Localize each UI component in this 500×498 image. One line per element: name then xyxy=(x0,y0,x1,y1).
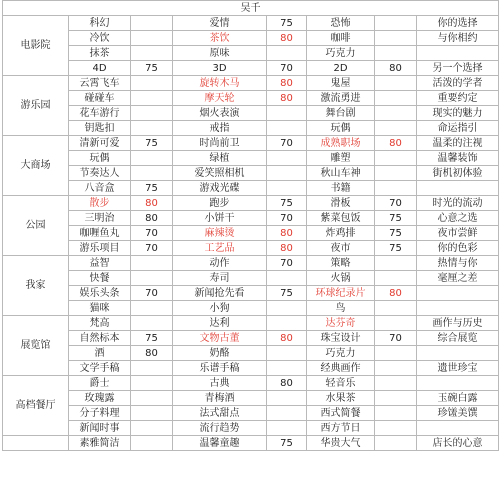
option-cell: 炸鸡排 xyxy=(307,226,375,241)
value-cell: 70 xyxy=(267,136,307,151)
option-cell: 钥匙扣 xyxy=(69,121,131,136)
option-cell: 爱情 xyxy=(173,16,267,31)
outcome-cell: 遗世珍宝 xyxy=(417,361,499,376)
value-cell: 80 xyxy=(267,91,307,106)
option-cell: 麻辣烫 xyxy=(173,226,267,241)
option-cell: 戒指 xyxy=(173,121,267,136)
value-cell: 80 xyxy=(375,136,417,151)
table-row xyxy=(3,406,499,421)
outcome-cell xyxy=(417,181,499,196)
value-cell: 75 xyxy=(375,211,417,226)
option-cell: 八音盒 xyxy=(69,181,131,196)
option-cell: 鸟 xyxy=(307,301,375,316)
option-cell: 法式甜点 xyxy=(173,406,267,421)
table-row xyxy=(3,31,499,46)
value-cell: 80 xyxy=(131,346,173,361)
table-row xyxy=(3,376,499,391)
value-cell: 70 xyxy=(267,256,307,271)
option-cell: 玩偶 xyxy=(69,151,131,166)
option-cell: 云霄飞车 xyxy=(69,76,131,91)
option-cell: 水果茶 xyxy=(307,391,375,406)
table-row xyxy=(3,301,499,316)
option-cell: 西式简餐 xyxy=(307,406,375,421)
option-cell: 娱乐头条 xyxy=(69,286,131,301)
value-cell xyxy=(375,76,417,91)
option-cell: 秋山车神 xyxy=(307,166,375,181)
option-cell: 散步 xyxy=(69,196,131,211)
value-cell xyxy=(375,46,417,61)
option-cell: 新闻抢先看 xyxy=(173,286,267,301)
value-cell xyxy=(131,376,173,391)
value-cell xyxy=(131,406,173,421)
option-cell: 经典画作 xyxy=(307,361,375,376)
category-cell: 电影院 xyxy=(3,16,69,76)
option-cell: 成熟职场 xyxy=(307,136,375,151)
table-row xyxy=(3,181,499,196)
value-cell: 75 xyxy=(131,61,173,76)
value-cell xyxy=(375,166,417,181)
option-cell: 快餐 xyxy=(69,271,131,286)
value-cell xyxy=(131,76,173,91)
value-cell: 75 xyxy=(267,196,307,211)
outcome-cell: 毫厘之差 xyxy=(417,271,499,286)
table-row xyxy=(3,346,499,361)
category-cell: 公园 xyxy=(3,196,69,256)
option-cell: 抹茶 xyxy=(69,46,131,61)
option-cell: 2D xyxy=(307,61,375,76)
outcome-cell: 另一个选择 xyxy=(417,61,499,76)
option-cell: 咖喱鱼丸 xyxy=(69,226,131,241)
outcome-cell: 珍馐美馔 xyxy=(417,406,499,421)
option-cell: 益智 xyxy=(69,256,131,271)
option-cell: 火锅 xyxy=(307,271,375,286)
value-cell xyxy=(131,16,173,31)
value-cell xyxy=(375,121,417,136)
value-cell xyxy=(267,151,307,166)
value-cell: 80 xyxy=(131,196,173,211)
option-cell: 文学手稿 xyxy=(69,361,131,376)
value-cell: 75 xyxy=(267,436,307,451)
value-cell: 70 xyxy=(131,241,173,256)
table-row xyxy=(3,91,499,106)
option-cell: 古典 xyxy=(173,376,267,391)
table-row xyxy=(3,151,499,166)
option-cell: 游乐项目 xyxy=(69,241,131,256)
option-cell: 旋转木马 xyxy=(173,76,267,91)
option-cell: 恐怖 xyxy=(307,16,375,31)
value-cell xyxy=(375,16,417,31)
value-cell xyxy=(375,271,417,286)
option-cell: 三明治 xyxy=(69,211,131,226)
value-cell: 70 xyxy=(131,286,173,301)
option-cell: 文物古董 xyxy=(173,331,267,346)
table-row xyxy=(3,421,499,436)
value-cell xyxy=(131,361,173,376)
option-cell: 烟火表演 xyxy=(173,106,267,121)
value-cell xyxy=(267,301,307,316)
outcome-cell: 温柔的注视 xyxy=(417,136,499,151)
category-cell: 游乐园 xyxy=(3,76,69,136)
value-cell: 80 xyxy=(267,226,307,241)
outcome-cell: 与你相约 xyxy=(417,31,499,46)
value-cell: 75 xyxy=(375,241,417,256)
table-row xyxy=(3,361,499,376)
value-cell: 75 xyxy=(267,286,307,301)
outcome-cell: 街机初体验 xyxy=(417,166,499,181)
option-cell: 青梅酒 xyxy=(173,391,267,406)
option-cell: 达芬奇 xyxy=(307,316,375,331)
option-cell: 跑步 xyxy=(173,196,267,211)
table-row xyxy=(3,61,499,76)
option-cell: 达利 xyxy=(173,316,267,331)
option-cell: 激流勇进 xyxy=(307,91,375,106)
value-cell xyxy=(267,316,307,331)
table-row xyxy=(3,286,499,301)
option-cell: 奶酪 xyxy=(173,346,267,361)
option-cell: 策略 xyxy=(307,256,375,271)
value-cell: 75 xyxy=(267,16,307,31)
option-cell: 猫咪 xyxy=(69,301,131,316)
outcome-cell xyxy=(417,286,499,301)
outcome-cell xyxy=(417,376,499,391)
value-cell xyxy=(375,316,417,331)
value-cell xyxy=(267,361,307,376)
option-cell: 摩天轮 xyxy=(173,91,267,106)
value-cell xyxy=(131,271,173,286)
table-row xyxy=(3,436,499,451)
option-cell: 茶饮 xyxy=(173,31,267,46)
option-cell: 动作 xyxy=(173,256,267,271)
value-cell: 75 xyxy=(131,181,173,196)
option-cell: 游戏光碟 xyxy=(173,181,267,196)
category-cell xyxy=(3,436,69,451)
value-cell xyxy=(131,151,173,166)
value-cell xyxy=(131,256,173,271)
value-cell xyxy=(267,391,307,406)
option-cell: 巧克力 xyxy=(307,346,375,361)
table-row xyxy=(3,76,499,91)
value-cell: 70 xyxy=(267,61,307,76)
value-cell: 80 xyxy=(267,241,307,256)
value-cell xyxy=(267,406,307,421)
value-cell: 80 xyxy=(131,211,173,226)
value-cell xyxy=(375,346,417,361)
table-row xyxy=(3,211,499,226)
table-row xyxy=(3,271,499,286)
outcome-cell: 你的选择 xyxy=(417,16,499,31)
outcome-cell: 综合展览 xyxy=(417,331,499,346)
value-cell xyxy=(375,421,417,436)
option-cell: 绿植 xyxy=(173,151,267,166)
guide-table xyxy=(2,0,499,451)
option-cell: 原味 xyxy=(173,46,267,61)
value-cell: 80 xyxy=(267,376,307,391)
table-row xyxy=(3,226,499,241)
value-cell xyxy=(131,421,173,436)
category-cell: 高档餐厅 xyxy=(3,376,69,436)
value-cell xyxy=(375,436,417,451)
option-cell: 爱笑照相机 xyxy=(173,166,267,181)
table-row xyxy=(3,46,499,61)
option-cell: 小狗 xyxy=(173,301,267,316)
value-cell xyxy=(131,391,173,406)
value-cell: 70 xyxy=(375,331,417,346)
value-cell xyxy=(131,436,173,451)
option-cell: 流行趋势 xyxy=(173,421,267,436)
option-cell: 鬼屋 xyxy=(307,76,375,91)
option-cell: 书籍 xyxy=(307,181,375,196)
option-cell: 寿司 xyxy=(173,271,267,286)
value-cell: 80 xyxy=(267,331,307,346)
value-cell xyxy=(267,46,307,61)
option-cell: 素雅简洁 xyxy=(69,436,131,451)
option-cell: 清新可爱 xyxy=(69,136,131,151)
value-cell xyxy=(131,31,173,46)
category-cell: 大商场 xyxy=(3,136,69,196)
option-cell: 西方节日 xyxy=(307,421,375,436)
value-cell xyxy=(131,166,173,181)
value-cell xyxy=(267,421,307,436)
option-cell: 轻音乐 xyxy=(307,376,375,391)
value-cell xyxy=(267,106,307,121)
table-row xyxy=(3,256,499,271)
outcome-cell: 热情与你 xyxy=(417,256,499,271)
value-cell xyxy=(131,106,173,121)
outcome-cell: 玉碗白露 xyxy=(417,391,499,406)
outcome-cell: 时光的流动 xyxy=(417,196,499,211)
category-cell: 展览馆 xyxy=(3,316,69,376)
option-cell: 花车游行 xyxy=(69,106,131,121)
value-cell xyxy=(375,376,417,391)
table-row xyxy=(3,331,499,346)
table-row xyxy=(3,136,499,151)
value-cell: 70 xyxy=(131,226,173,241)
value-cell xyxy=(131,121,173,136)
value-cell xyxy=(131,91,173,106)
value-cell: 80 xyxy=(375,61,417,76)
value-cell xyxy=(131,46,173,61)
value-cell xyxy=(131,301,173,316)
option-cell: 环球纪录片 xyxy=(307,286,375,301)
table-row xyxy=(3,241,499,256)
value-cell: 75 xyxy=(375,226,417,241)
value-cell xyxy=(267,121,307,136)
option-cell: 自然标本 xyxy=(69,331,131,346)
value-cell xyxy=(375,391,417,406)
table-row xyxy=(3,316,499,331)
outcome-cell: 命运指引 xyxy=(417,121,499,136)
value-cell: 70 xyxy=(267,211,307,226)
option-cell: 雕塑 xyxy=(307,151,375,166)
value-cell xyxy=(375,31,417,46)
value-cell xyxy=(375,361,417,376)
outcome-cell: 重要约定 xyxy=(417,91,499,106)
value-cell xyxy=(375,151,417,166)
option-cell: 3D xyxy=(173,61,267,76)
option-cell: 玩偶 xyxy=(307,121,375,136)
outcome-cell: 温馨装饰 xyxy=(417,151,499,166)
option-cell: 4D xyxy=(69,61,131,76)
option-cell: 温馨童趣 xyxy=(173,436,267,451)
table-row xyxy=(3,196,499,211)
option-cell: 珠宝设计 xyxy=(307,331,375,346)
outcome-cell xyxy=(417,346,499,361)
outcome-cell xyxy=(417,46,499,61)
value-cell xyxy=(267,166,307,181)
value-cell: 80 xyxy=(375,286,417,301)
value-cell xyxy=(375,181,417,196)
table-row xyxy=(3,16,499,31)
option-cell: 巧克力 xyxy=(307,46,375,61)
table-row xyxy=(3,106,499,121)
outcome-cell: 你的色彩 xyxy=(417,241,499,256)
outcome-cell: 活泼的学者 xyxy=(417,76,499,91)
option-cell: 工艺品 xyxy=(173,241,267,256)
outcome-cell xyxy=(417,301,499,316)
value-cell xyxy=(375,301,417,316)
outcome-cell: 店长的心意 xyxy=(417,436,499,451)
value-cell: 70 xyxy=(375,196,417,211)
value-cell xyxy=(375,91,417,106)
option-cell: 节奏达人 xyxy=(69,166,131,181)
value-cell: 80 xyxy=(267,31,307,46)
value-cell: 75 xyxy=(131,331,173,346)
outcome-cell: 夜市尝鲜 xyxy=(417,226,499,241)
option-cell: 紫菜包饭 xyxy=(307,211,375,226)
option-cell: 碰碰车 xyxy=(69,91,131,106)
option-cell: 冷饮 xyxy=(69,31,131,46)
option-cell: 新闻时事 xyxy=(69,421,131,436)
option-cell: 玫瑰露 xyxy=(69,391,131,406)
value-cell xyxy=(375,406,417,421)
value-cell: 80 xyxy=(267,76,307,91)
table-row xyxy=(3,121,499,136)
category-cell: 我家 xyxy=(3,256,69,316)
value-cell xyxy=(375,106,417,121)
value-cell xyxy=(131,316,173,331)
value-cell xyxy=(267,181,307,196)
option-cell: 爵士 xyxy=(69,376,131,391)
option-cell: 滑板 xyxy=(307,196,375,211)
option-cell: 时尚前卫 xyxy=(173,136,267,151)
value-cell xyxy=(267,271,307,286)
option-cell: 梵高 xyxy=(69,316,131,331)
option-cell: 酒 xyxy=(69,346,131,361)
value-cell: 75 xyxy=(131,136,173,151)
title-row xyxy=(3,1,499,16)
outcome-cell: 画作与历史 xyxy=(417,316,499,331)
option-cell: 华贵大气 xyxy=(307,436,375,451)
option-cell: 乐谱手稿 xyxy=(173,361,267,376)
value-cell xyxy=(267,346,307,361)
option-cell: 舞台剧 xyxy=(307,106,375,121)
option-cell: 夜市 xyxy=(307,241,375,256)
outcome-cell xyxy=(417,421,499,436)
option-cell: 咖啡 xyxy=(307,31,375,46)
table-title: 吴千 xyxy=(3,1,499,16)
option-cell: 分子料理 xyxy=(69,406,131,421)
option-cell: 科幻 xyxy=(69,16,131,31)
value-cell xyxy=(375,256,417,271)
table-row xyxy=(3,391,499,406)
outcome-cell: 现实的魅力 xyxy=(417,106,499,121)
table-row xyxy=(3,166,499,181)
option-cell: 小饼干 xyxy=(173,211,267,226)
outcome-cell: 心意之选 xyxy=(417,211,499,226)
